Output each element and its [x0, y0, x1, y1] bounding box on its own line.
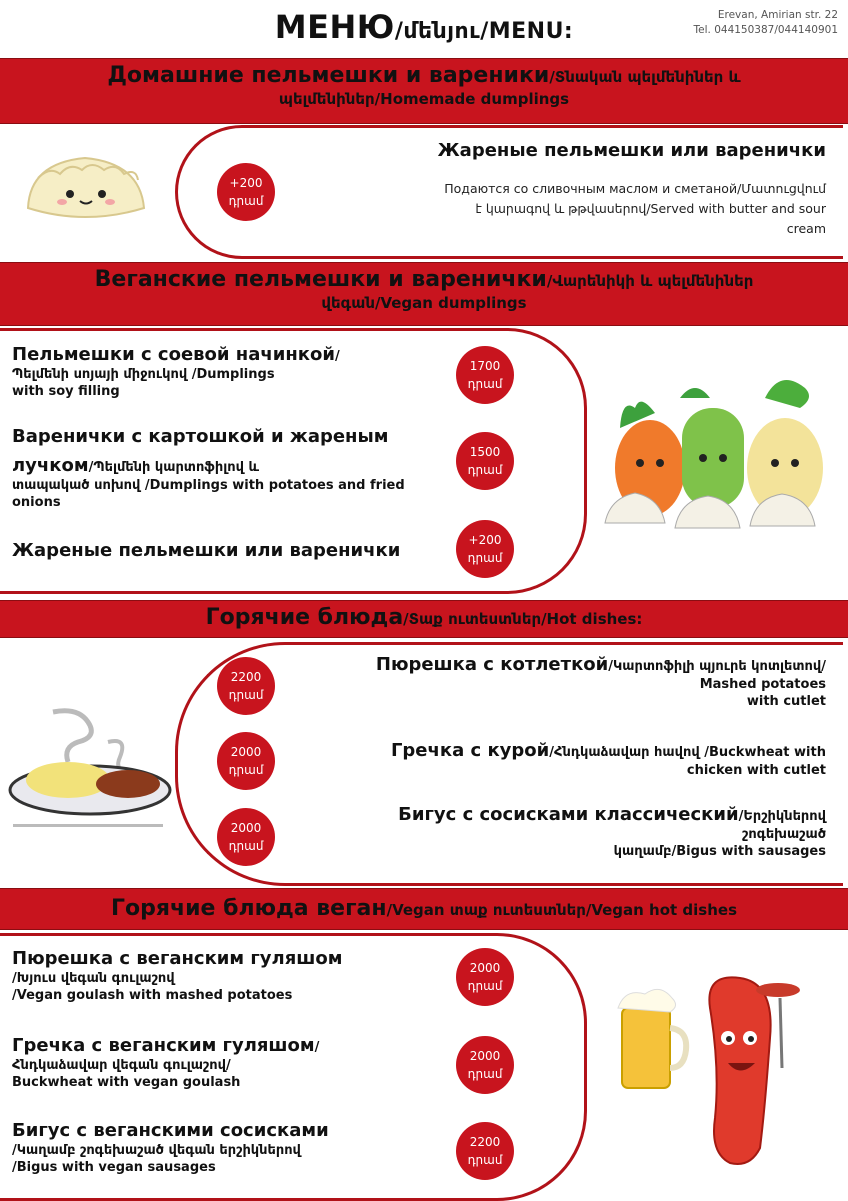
- item-name-tail: /: [334, 349, 340, 364]
- price-currency: դրամ: [228, 194, 264, 208]
- price-badge: [456, 948, 514, 1006]
- section-title: Веганские пельмешки и варенички: [94, 267, 547, 292]
- plate-mashed-potatoes-cutlet-image: [8, 702, 173, 832]
- item-name: Гречка с курой: [390, 740, 550, 761]
- menu-item-buckwheat-chicken: [306, 740, 826, 778]
- menu-item-potato-dumplings: [12, 426, 432, 510]
- item-sub: Պելմենի սոյայի միջուկով /Dumplings: [12, 367, 275, 382]
- menu-item-mashed-cutlet: [306, 654, 826, 709]
- item-desc: cream: [786, 221, 826, 236]
- item-name: Жареные пельмешки или варенички: [437, 140, 826, 161]
- section-subtitle: /Տնական պելմենիներ և: [549, 68, 741, 86]
- section-subtitle: /Vegan տաք ուտեստներ/Vegan hot dishes: [386, 901, 738, 919]
- price-badge: [456, 432, 514, 490]
- item-sub: /Vegan goulash with mashed potatoes: [12, 988, 293, 1003]
- item-desc: Подаются со сливочным маслом и сметаной/Մատուցվում: [444, 181, 826, 196]
- title-main: МЕНЮ: [274, 8, 395, 46]
- item-desc: է կարագով և թթվասերով/Served with butter and sour: [475, 201, 826, 216]
- price-badge: [456, 1036, 514, 1094]
- price-currency: դրամ: [467, 1067, 503, 1081]
- section-title: Горячие блюда: [205, 605, 404, 630]
- price-currency: դրամ: [228, 688, 264, 702]
- item-sub: կաղամբ/Bigus with sausages: [613, 844, 826, 859]
- item-name: Пельмешки с соевой начинкой: [12, 344, 335, 365]
- item-sub: /Խյուս վեգան գուլաշով: [12, 971, 175, 986]
- item-sub: /Պելմենի կարտոֆիլով և: [88, 460, 260, 475]
- section-band-vegan-hot: [0, 888, 848, 930]
- item-sub: with soy filling: [12, 384, 120, 399]
- item-name: Жареные пельмешки или варенички: [12, 540, 401, 561]
- menu-item-bigus-vegan: [12, 1120, 452, 1175]
- item-name: Гречка с веганским гуляшом: [12, 1035, 315, 1056]
- price-currency: դրամ: [467, 551, 503, 565]
- item-sub: /Bigus with vegan sausages: [12, 1160, 216, 1175]
- item-name: Бигус с веганскими сосисками: [12, 1120, 329, 1141]
- item-name-tail: /: [314, 1040, 320, 1055]
- menu-item-fried-dumplings: [306, 140, 826, 239]
- vegetables-with-dumplings-image: [600, 368, 835, 538]
- price-value: 2200: [469, 1135, 501, 1149]
- item-name: Варенички с картошкой и жареным: [12, 426, 389, 447]
- menu-item-bigus-sausages: [306, 804, 826, 859]
- price-badge: [456, 346, 514, 404]
- item-sub: with cutlet: [746, 694, 826, 709]
- price-value: 2000: [230, 745, 262, 759]
- price-currency: դրամ: [228, 839, 264, 853]
- section-subtitle-line2: պելմենիներ/Homemade dumplings: [278, 90, 570, 108]
- section-title: Горячие блюда веган: [110, 896, 387, 921]
- section-subtitle: /Վարենիկի և պելմենիներ: [546, 272, 754, 290]
- price-badge: [456, 1122, 514, 1180]
- section-band-hot-dishes: [0, 600, 848, 638]
- dumpling-mascot-image: [20, 148, 150, 228]
- contact-info: [694, 8, 838, 38]
- section-title: Домашние пельмешки и вареники: [107, 63, 550, 88]
- price-currency: դրամ: [228, 763, 264, 777]
- price-currency: դրամ: [467, 463, 503, 477]
- price-value: 2000: [469, 1049, 501, 1063]
- item-sub: Mashed potatoes: [699, 677, 826, 692]
- item-sub: /Երշիկներով: [738, 809, 826, 824]
- price-value: +200: [229, 176, 263, 190]
- item-sub: /Կարտոֆիլի պյուրե կոտլետով/: [608, 659, 826, 674]
- item-name: Пюрешка с веганским гуляшом: [12, 948, 343, 969]
- menu-item-soy-dumplings: [12, 344, 452, 399]
- price-badge: [217, 808, 275, 866]
- item-sub: /Հնդկաձավար հավով /Buckwheat with: [549, 745, 826, 760]
- beer-and-sausage-image: [610, 968, 810, 1168]
- section-subtitle: /Տաք ուտեստներ/Hot dishes:: [403, 610, 643, 628]
- section-band-homemade: [0, 58, 848, 124]
- price-badge: [217, 163, 275, 221]
- price-value: 1700: [469, 359, 501, 373]
- item-name: Бигус с сосисками классический: [398, 804, 739, 825]
- price-value: 2200: [230, 670, 262, 684]
- phone: Tel. 044150387/044140901: [693, 24, 838, 36]
- price-value: 2000: [230, 821, 262, 835]
- item-sub: շոգեխաշած: [742, 827, 826, 842]
- address: Erevan, Amirian str. 22: [717, 9, 838, 21]
- price-badge: [217, 732, 275, 790]
- price-value: 2000: [469, 961, 501, 975]
- price-currency: դրամ: [467, 979, 503, 993]
- price-value: 1500: [469, 445, 501, 459]
- item-sub: onions: [12, 495, 61, 510]
- menu-item-fried-dumplings-vegan: [12, 540, 400, 561]
- price-badge: [217, 657, 275, 715]
- item-sub: տապակած սոխով /Dumplings with potatoes and fried: [12, 478, 405, 493]
- menu-item-buckwheat-goulash: [12, 1035, 452, 1090]
- item-sub: chicken with cutlet: [686, 763, 826, 778]
- menu-item-mashed-goulash: [12, 948, 452, 1003]
- section-subtitle-line2: վեգան/Vegan dumplings: [321, 294, 527, 312]
- item-sub: /Կաղամբ շոգեխաշած վեգան երշիկներով: [12, 1143, 301, 1158]
- item-name-cont: лучком: [12, 455, 89, 476]
- price-value: +200: [468, 533, 502, 547]
- item-name: Пюрешка с котлеткой: [375, 654, 609, 675]
- item-sub: Հնդկաձավար վեգան գուլաշով/: [12, 1058, 231, 1073]
- price-badge: [456, 520, 514, 578]
- section-band-vegan-dumplings: [0, 262, 848, 326]
- title-sub: /մենյու/MENU:: [394, 19, 574, 44]
- item-sub: Buckwheat with vegan goulash: [12, 1075, 241, 1090]
- price-currency: դրամ: [467, 377, 503, 391]
- price-currency: դրամ: [467, 1153, 503, 1167]
